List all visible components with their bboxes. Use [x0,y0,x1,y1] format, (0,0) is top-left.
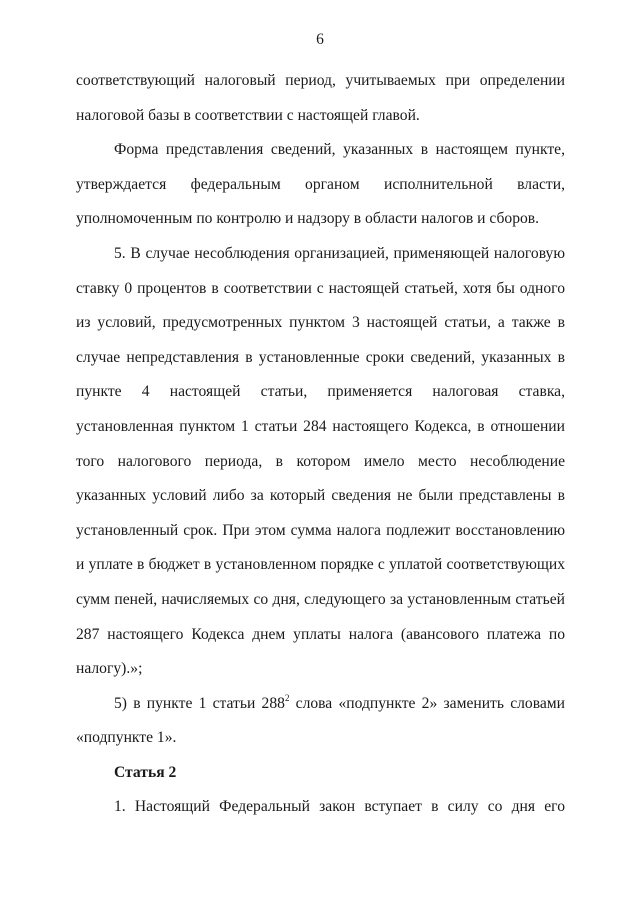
paragraph-point-5: 5. В случае несоблюдения организацией, применяющей налоговую ставку 0 процентов в соответствии с настоящей статьей, хотя бы одного из условий, предусмотренных пунктом 3 настоящей статьи, а также в случае непредставления в установленные сроки сведений, указанных в пункте 4 настоящей статьи, применяется налоговая ставка, установленная пунктом 1 статьи 284 настоящего Кодекса, в отношении того налогового периода, в котором имело место несоблюдение указанных условий либо за который сведения не были представлены в установленный срок. При этом сумма налога подлежит восстановлению и уплате в бюджет в установленном порядке с уплатой соответствующих сумм пеней, начисляемых со дня, следующего за установленным статьей 287 настоящего Кодекса днем уплаты налога (авансового платежа по налогу).»; [76,244,565,678]
page-number: 6 [316,31,324,48]
superscript-index: 2 [284,692,290,703]
paragraph-subpoint-5 [76,687,565,756]
article-heading: Статья 2 [114,763,177,781]
subpoint-text-end: слова «подпункте 2» заменить словами «подпункте 1». [76,694,565,747]
paragraph-article-2-point-1: 1. Настоящий Федеральный закон вступает в силу со дня его [114,798,565,816]
paragraph-form: Форма представления сведений, указанных в настоящем пункте, утверждается федеральным органом исполнительной власти, уполномоченным по контролю и надзору в области налогов и сборов. [76,141,565,228]
subpoint-text-start: 5) в пункте 1 статьи 288 [114,694,285,712]
document-body [76,64,565,825]
paragraph-continuation: соответствующий налоговый период, учитываемых при определении налоговой базы в соответствии с настоящей главой. [76,72,565,124]
